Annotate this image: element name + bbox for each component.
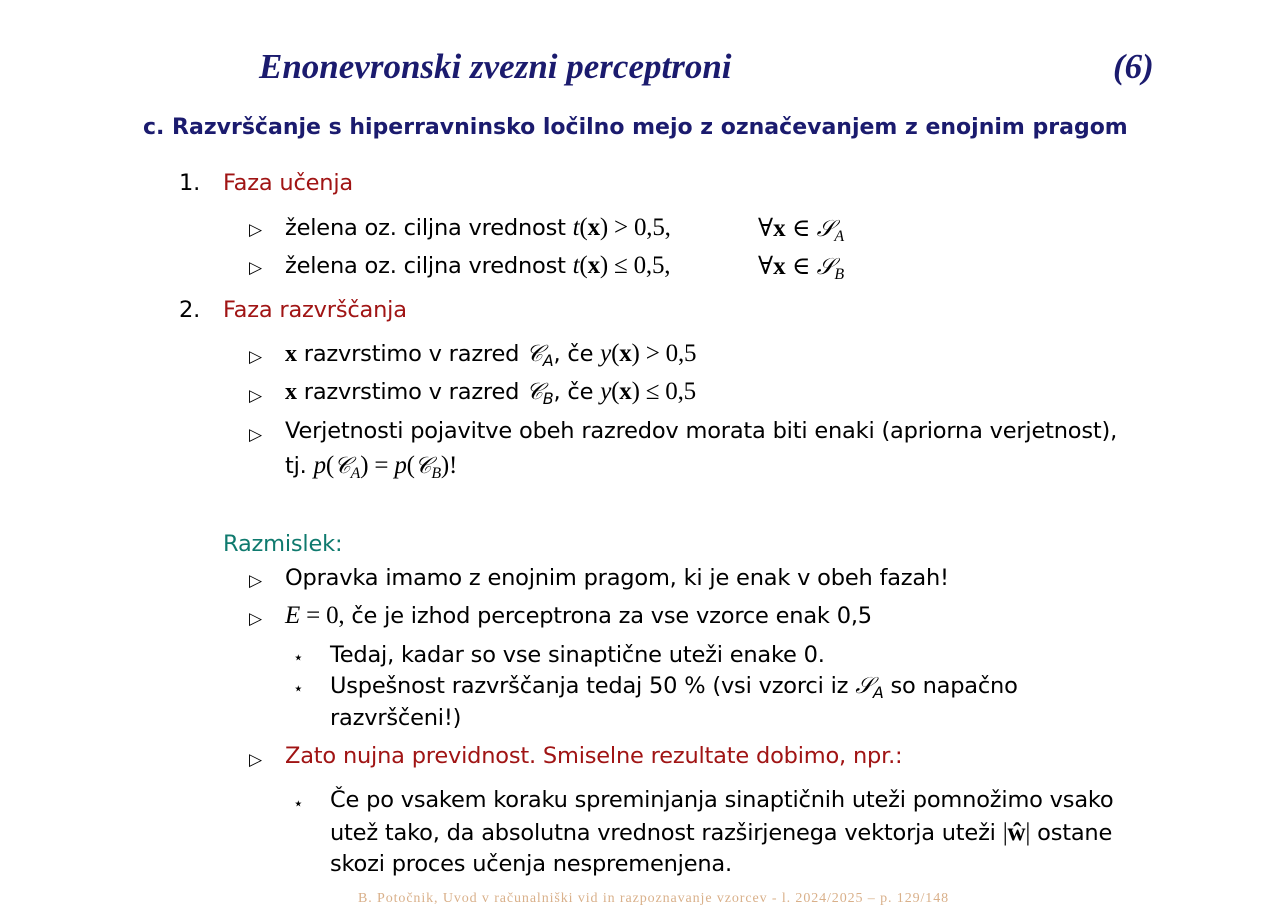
condition-set-b: ∀x ∈ 𝒮$_B$ (758, 253, 845, 283)
star-icon: ⋆ (293, 679, 304, 699)
target-gt-formula: t(x) > 0,5, (572, 214, 671, 241)
bullet-triangle-icon: ▷ (249, 609, 263, 629)
reflection-sub-3-line1: Če po vsakem koraku spreminjanja sinaptičnih uteži pomnožimo vsako (330, 787, 1114, 813)
phase2-bullet-2: x razvrstimo v razred 𝒞$_B$, če y(x) ≤ 0,5 (285, 378, 696, 408)
bullet-triangle-icon: ▷ (249, 386, 263, 406)
reflection-bullet-2: E = 0, če je izhod perceptrona za vse vzorce enak 0,5 (285, 602, 872, 629)
target-le-formula: t(x) ≤ 0,5, (572, 252, 671, 279)
bullet-triangle-icon: ▷ (249, 750, 263, 770)
reflection-sub-3-line2: utež tako, da absolutna vrednost razširjenega vektorja uteži |ŵ| ostane (330, 819, 1113, 846)
phase1-bullet-2: želena oz. ciljna vrednost t(x) ≤ 0,5, (285, 252, 671, 279)
phase1-number: 1. (179, 170, 201, 196)
condition-set-a: ∀x ∈ 𝒮$_A$ (758, 215, 845, 245)
reflection-sub-2-line1: Uspešnost razvrščanja tedaj 50 % (vsi vzorci iz 𝒮$_A$ so napačno (330, 673, 1018, 702)
reflection-sub-1: Tedaj, kadar so vse sinaptične uteži enake 0. (330, 642, 825, 668)
bullet-triangle-icon: ▷ (249, 220, 263, 240)
bullet-triangle-icon: ▷ (249, 347, 263, 367)
phase2-bullet-3-line2: tj. p(𝒞$_A$) = p(𝒞$_B$)! (285, 452, 458, 482)
equal-prior-formula: p(𝒞$_A$) = p(𝒞$_B$)! (313, 452, 458, 482)
star-icon: ⋆ (293, 794, 304, 814)
bullet-triangle-icon: ▷ (249, 571, 263, 591)
phase2-heading: Faza razvrščanja (223, 297, 407, 323)
slide-number: (6) (1113, 47, 1154, 86)
star-icon: ⋆ (293, 648, 304, 668)
reflection-sub-2-line2: razvrščeni!) (330, 705, 462, 731)
phase1-bullet-1: želena oz. ciljna vrednost t(x) > 0,5, (285, 214, 671, 241)
bullet-triangle-icon: ▷ (249, 425, 263, 445)
phase1-heading: Faza učenja (223, 170, 353, 196)
reflection-heading: Razmislek: (223, 531, 343, 557)
phase2-number: 2. (179, 297, 201, 323)
footer-citation: B. Potočnik, Uvod v računalniški vid in razpoznavanje vzorcev - l. 2024/2025 – p. 129/148 (358, 891, 949, 906)
phase2-bullet-3-line1: Verjetnosti pojavitve obeh razredov morata biti enaki (apriorna verjetnost), (285, 418, 1118, 444)
section-subtitle: c. Razvrščanje s hiperravninsko ločilno mejo z označevanjem z enojnim pragom (143, 115, 1128, 140)
reflection-sub-3-line3: skozi proces učenja nespremenjena. (330, 851, 732, 877)
bullet-triangle-icon: ▷ (249, 258, 263, 278)
reflection-bullet-1: Opravka imamo z enojnim pragom, ki je enak v obeh fazah! (285, 565, 949, 591)
slide-title: Enonevronski zvezni perceptroni (259, 47, 732, 86)
reflection-bullet-3: Zato nujna previdnost. Smiselne rezultate dobimo, npr.: (285, 743, 903, 769)
phase2-bullet-1: x razvrstimo v razred 𝒞$_A$, če y(x) > 0,5 (285, 340, 697, 370)
